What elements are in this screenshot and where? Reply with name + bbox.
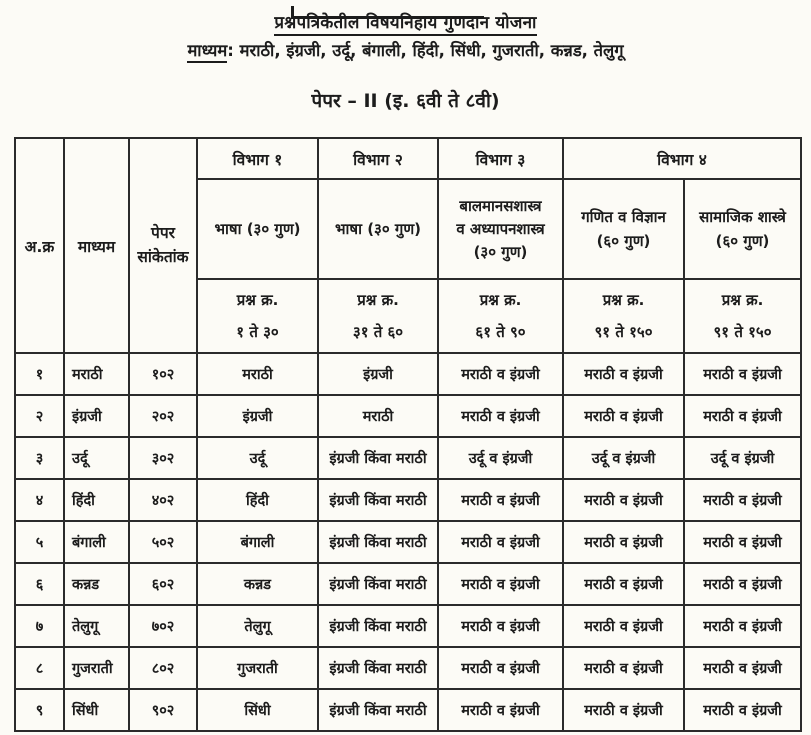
section3-subject-line1: बालमानसशास्त्र — [459, 196, 542, 215]
section4-social-science-cell: मराठी व इंग्रजी — [684, 647, 801, 689]
section1-language-cell: तेलुगू — [197, 605, 318, 647]
section4-math-science-cell: उर्दू व इंग्रजी — [563, 437, 684, 479]
scanned-document-page — [0, 10, 811, 735]
paper-code-cell: ७०२ — [129, 605, 197, 647]
section3-subjects-cell: मराठी व इंग्रजी — [438, 521, 563, 563]
paper-code-cell: ४०२ — [129, 479, 197, 521]
section1-language-cell: कन्नड — [197, 563, 318, 605]
table-row — [15, 647, 801, 689]
paper-code-cell: ३०२ — [129, 437, 197, 479]
section2-language-cell: इंग्रजी किंवा मराठी — [318, 521, 438, 563]
medium-cell: तेलुगू — [64, 605, 129, 647]
medium-cell: मराठी — [64, 353, 129, 395]
sr-no-cell: ५ — [15, 521, 64, 563]
section4-social-question-range — [684, 279, 801, 353]
section4-social-science-cell: मराठी व इंग्रजी — [684, 563, 801, 605]
section4-math-science-header — [563, 179, 684, 279]
section4-math-science-cell: मराठी व इंग्रजी — [563, 647, 684, 689]
question-range-value: १ ते ३० — [236, 323, 279, 341]
table-row — [15, 605, 801, 647]
section1-question-range — [197, 279, 318, 353]
section4-social-science-cell: मराठी व इंग्रजी — [684, 605, 801, 647]
section1-language-cell: इंग्रजी — [197, 395, 318, 437]
section3-subject-line3: (३० गुण) — [473, 243, 528, 262]
section4b-subject-line2: (६० गुण) — [715, 231, 770, 250]
paper-code-header-line2: सांकेतांक — [137, 248, 189, 266]
table-row — [15, 563, 801, 605]
section1-header: विभाग १ — [197, 138, 318, 179]
question-label: प्रश्न क्र. — [357, 291, 399, 309]
section3-question-range — [438, 279, 563, 353]
section1-language-cell: बंगाली — [197, 521, 318, 563]
section2-language-cell: इंग्रजी किंवा मराठी — [318, 563, 438, 605]
section4-social-science-cell: मराठी व इंग्रजी — [684, 395, 801, 437]
sr-no-cell: ८ — [15, 647, 64, 689]
paper-code-cell: ५०२ — [129, 521, 197, 563]
sr-no-cell: ९ — [15, 689, 64, 731]
medium-cell: बंगाली — [64, 521, 129, 563]
sr-no-cell: २ — [15, 395, 64, 437]
sr-no-cell: ४ — [15, 479, 64, 521]
question-label: प्रश्न क्र. — [479, 291, 522, 309]
section3-subject-line2: व अध्यापनशास्त्र — [456, 219, 545, 238]
marking-scheme-table — [14, 137, 802, 732]
question-range-value: ९१ ते १५० — [713, 323, 772, 341]
table-row — [15, 479, 801, 521]
paper-code-cell: ८०२ — [129, 647, 197, 689]
section3-subjects-cell: मराठी व इंग्रजी — [438, 605, 563, 647]
table-body — [15, 353, 801, 731]
section3-subjects-cell: मराठी व इंग्रजी — [438, 563, 563, 605]
question-range-value: ३१ ते ६० — [352, 323, 404, 341]
section2-subject-header: भाषा (३० गुण) — [318, 179, 438, 279]
sr-no-cell: १ — [15, 353, 64, 395]
section4-social-science-cell: मराठी व इंग्रजी — [684, 353, 801, 395]
section3-subjects-cell: मराठी व इंग्रजी — [438, 353, 563, 395]
question-range-value: ९१ ते १५० — [594, 323, 653, 341]
section4-math-science-cell: मराठी व इंग्रजी — [563, 479, 684, 521]
section4-math-question-range — [563, 279, 684, 353]
question-label: प्रश्न क्र. — [602, 291, 645, 309]
section4b-subject-line1: सामाजिक शास्त्रे — [699, 208, 786, 227]
medium-line — [0, 38, 811, 61]
medium-cell: हिंदी — [64, 479, 129, 521]
section3-subjects-cell: मराठी व इंग्रजी — [438, 395, 563, 437]
table-row — [15, 353, 801, 395]
section2-language-cell: इंग्रजी किंवा मराठी — [318, 605, 438, 647]
section2-question-range — [318, 279, 438, 353]
section4-math-science-cell: मराठी व इंग्रजी — [563, 521, 684, 563]
section2-language-cell: इंग्रजी किंवा मराठी — [318, 437, 438, 479]
question-label: प्रश्न क्र. — [721, 291, 764, 309]
section1-language-cell: हिंदी — [197, 479, 318, 521]
section3-header: विभाग ३ — [438, 138, 563, 179]
section2-language-cell: इंग्रजी किंवा मराठी — [318, 689, 438, 731]
medium-cell: उर्दू — [64, 437, 129, 479]
section1-language-cell: मराठी — [197, 353, 318, 395]
paper-code-header — [129, 138, 197, 353]
medium-cell: कन्नड — [64, 563, 129, 605]
section4-social-science-cell: मराठी व इंग्रजी — [684, 479, 801, 521]
sr-no-cell: ३ — [15, 437, 64, 479]
medium-cell: सिंधी — [64, 689, 129, 731]
section4-math-science-cell: मराठी व इंग्रजी — [563, 563, 684, 605]
section3-subject-header — [438, 179, 563, 279]
section4-math-science-cell: मराठी व इंग्रजी — [563, 353, 684, 395]
section4-social-science-header — [684, 179, 801, 279]
medium-cell: गुजराती — [64, 647, 129, 689]
table-row — [15, 437, 801, 479]
section4-header: विभाग ४ — [563, 138, 801, 179]
section3-subjects-cell: मराठी व इंग्रजी — [438, 647, 563, 689]
table-row — [15, 395, 801, 437]
medium-label: माध्यम — [187, 41, 227, 63]
section4-social-science-cell: मराठी व इंग्रजी — [684, 521, 801, 563]
sr-no-cell: ६ — [15, 563, 64, 605]
question-label: प्रश्न क्र. — [236, 291, 279, 309]
sr-no-cell: ७ — [15, 605, 64, 647]
paper-code-cell: ९०२ — [129, 689, 197, 731]
paper-code-cell: ६०२ — [129, 563, 197, 605]
section-header-row — [15, 138, 801, 179]
cropped-box-remnant — [291, 6, 484, 19]
section3-subjects-cell: उर्दू व इंग्रजी — [438, 437, 563, 479]
section2-language-cell: मराठी — [318, 395, 438, 437]
section4-social-science-cell: मराठी व इंग्रजी — [684, 689, 801, 731]
section4a-subject-line2: (६० गुण) — [596, 231, 651, 250]
section2-header: विभाग २ — [318, 138, 438, 179]
section4-math-science-cell: मराठी व इंग्रजी — [563, 395, 684, 437]
section2-language-cell: इंग्रजी किंवा मराठी — [318, 479, 438, 521]
sr-no-header: अ.क्र — [15, 138, 64, 353]
section4-math-science-cell: मराठी व इंग्रजी — [563, 689, 684, 731]
paper-code-cell: २०२ — [129, 395, 197, 437]
medium-header: माध्यम — [64, 138, 129, 353]
section1-subject-header: भाषा (३० गुण) — [197, 179, 318, 279]
section4-social-science-cell: उर्दू व इंग्रजी — [684, 437, 801, 479]
medium-cell: इंग्रजी — [64, 395, 129, 437]
section1-language-cell: सिंधी — [197, 689, 318, 731]
table-header — [15, 138, 801, 353]
section1-language-cell: उर्दू — [197, 437, 318, 479]
section4-math-science-cell: मराठी व इंग्रजी — [563, 605, 684, 647]
section3-subjects-cell: मराठी व इंग्रजी — [438, 689, 563, 731]
section3-subjects-cell: मराठी व इंग्रजी — [438, 479, 563, 521]
section2-language-cell: इंग्रजी किंवा मराठी — [318, 647, 438, 689]
table-row — [15, 521, 801, 563]
paper-code-header-line1: पेपर — [151, 224, 175, 243]
paper-code-cell: १०२ — [129, 353, 197, 395]
section4a-subject-line1: गणित व विज्ञान — [581, 208, 666, 227]
section1-language-cell: गुजराती — [197, 647, 318, 689]
section2-language-cell: इंग्रजी — [318, 353, 438, 395]
medium-list: : मराठी, इंग्रजी, उर्दू, बंगाली, हिंदी, सिंधी, गुजराती, कन्नड, तेलुगू — [227, 41, 624, 60]
paper-heading: पेपर – II (इ. ६वी ते ८वी) — [311, 90, 500, 112]
question-range-value: ६१ ते ९० — [475, 323, 526, 341]
page-title-text: प्रश्नपत्रिकेतील विषयनिहाय गुणदान योजना — [274, 13, 536, 36]
